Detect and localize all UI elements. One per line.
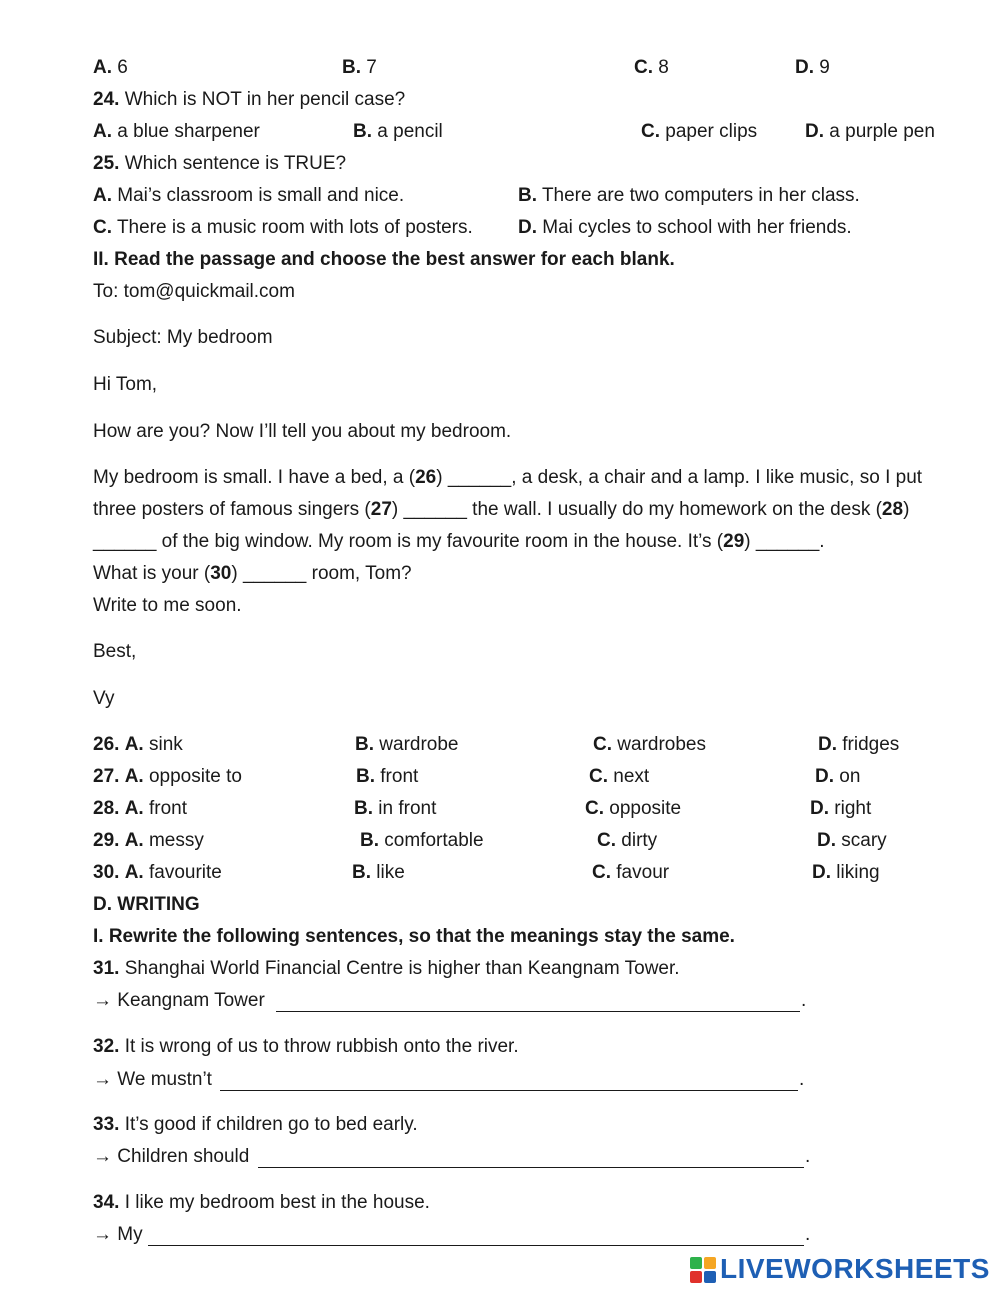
q23-option-b[interactable]: B. 7 <box>342 57 377 78</box>
answer-32-period: . <box>799 1069 805 1090</box>
q27-option-a[interactable]: 27. A. opposite to <box>93 766 242 787</box>
q28-option-b[interactable]: B. in front <box>354 798 437 819</box>
answer-31-prompt: → Keangnam Tower <box>93 990 265 1011</box>
q30-option-a[interactable]: 30. A. favourite <box>93 862 222 883</box>
blank-30-number: 30 <box>210 563 232 584</box>
q24-option-a[interactable]: A. a blue sharpener <box>93 121 260 142</box>
q29-option-a[interactable]: 29. A. messy <box>93 830 204 851</box>
answer-33-period: . <box>805 1146 811 1167</box>
section-2-heading: II. Read the passage and choose the best answer for each blank. <box>93 249 675 270</box>
writing-heading: D. WRITING <box>93 894 200 915</box>
q26-option-a[interactable]: 26. A. sink <box>93 734 183 755</box>
email-closing: Best, <box>93 641 137 662</box>
email-paragraph-line-3: ______ of the big window. My room is my favourite room in the house. It’s (29) ______. <box>93 531 825 552</box>
answer-32-line[interactable] <box>220 1066 798 1091</box>
email-paragraph-line-4: What is your (30) ______ room, Tom? <box>93 563 412 584</box>
q28-option-a[interactable]: 28. A. front <box>93 798 188 819</box>
question-31: 31. Shanghai World Financial Centre is higher than Keangnam Tower. <box>93 958 680 979</box>
blank-29-number: 29 <box>723 531 745 552</box>
email-paragraph-line-2: three posters of famous singers (27) ______ the wall. I usually do my homework on the desk (28) <box>93 499 910 520</box>
q26-option-b[interactable]: B. wardrobe <box>355 734 459 755</box>
q28-option-d[interactable]: D. right <box>810 798 872 819</box>
liveworksheets-logo <box>690 1252 990 1286</box>
q30-option-c[interactable]: C. favour <box>592 862 670 883</box>
email-subject: Subject: My bedroom <box>93 327 273 348</box>
answer-33-prompt: → Children should <box>93 1146 250 1167</box>
answer-31-period: . <box>801 990 807 1011</box>
q25-option-b[interactable]: B. There are two computers in her class. <box>518 185 860 206</box>
q29-option-d[interactable]: D. scary <box>817 830 887 851</box>
q27-option-b[interactable]: B. front <box>356 766 419 787</box>
q23-option-c[interactable]: C. 8 <box>634 57 669 78</box>
liveworksheets-logo-icon <box>690 1255 718 1283</box>
email-paragraph-line-1: My bedroom is small. I have a bed, a (26) ______, a desk, a chair and a lamp. I like music, so I put <box>93 467 923 488</box>
email-greeting: Hi Tom, <box>93 374 158 395</box>
question-33: 33. It’s good if children go to bed early. <box>93 1114 418 1135</box>
question-32: 32. It is wrong of us to throw rubbish onto the river. <box>93 1036 519 1057</box>
email-to: To: tom@quickmail.com <box>93 281 295 302</box>
blank-27-number: 27 <box>370 499 392 520</box>
q25-option-c[interactable]: C. There is a music room with lots of posters. <box>93 217 473 238</box>
q27-option-c[interactable]: C. next <box>589 766 650 787</box>
answer-34-line[interactable] <box>148 1221 804 1246</box>
answer-34-period: . <box>805 1224 811 1245</box>
liveworksheets-logo-text: LIVEWORKSHEETS <box>720 1253 990 1284</box>
answer-32-prompt: → We mustn’t <box>93 1069 212 1090</box>
q24-option-d[interactable]: D. a purple pen <box>805 121 935 142</box>
answer-31-line[interactable] <box>276 987 800 1012</box>
q26-option-c[interactable]: C. wardrobes <box>593 734 706 755</box>
q27-option-d[interactable]: D. on <box>815 766 861 787</box>
question-34: 34. I like my bedroom best in the house. <box>93 1192 430 1213</box>
blank-26-number: 26 <box>415 467 437 488</box>
q24-option-c[interactable]: C. paper clips <box>641 121 758 142</box>
question-25: 25. Which sentence is TRUE? <box>93 153 347 174</box>
q30-option-d[interactable]: D. liking <box>812 862 880 883</box>
q25-option-d[interactable]: D. Mai cycles to school with her friends. <box>518 217 852 238</box>
email-intro: How are you? Now I’ll tell you about my bedroom. <box>93 421 512 442</box>
email-signature: Vy <box>93 688 115 709</box>
answer-33-line[interactable] <box>258 1143 804 1168</box>
q25-option-a[interactable]: A. Mai’s classroom is small and nice. <box>93 185 405 206</box>
q29-option-c[interactable]: C. dirty <box>597 830 658 851</box>
q23-option-d[interactable]: D. 9 <box>795 57 830 78</box>
q26-option-d[interactable]: D. fridges <box>818 734 900 755</box>
rewrite-heading: I. Rewrite the following sentences, so that the meanings stay the same. <box>93 926 735 947</box>
answer-34-prompt: → My <box>93 1224 143 1245</box>
question-24: 24. Which is NOT in her pencil case? <box>93 89 406 110</box>
q24-option-b[interactable]: B. a pencil <box>353 121 443 142</box>
q28-option-c[interactable]: C. opposite <box>585 798 682 819</box>
q23-option-a[interactable]: A. 6 <box>93 57 128 78</box>
q30-option-b[interactable]: B. like <box>352 862 405 883</box>
q29-option-b[interactable]: B. comfortable <box>360 830 484 851</box>
blank-28-number: 28 <box>881 499 904 520</box>
email-paragraph-line-5: Write to me soon. <box>93 595 242 616</box>
